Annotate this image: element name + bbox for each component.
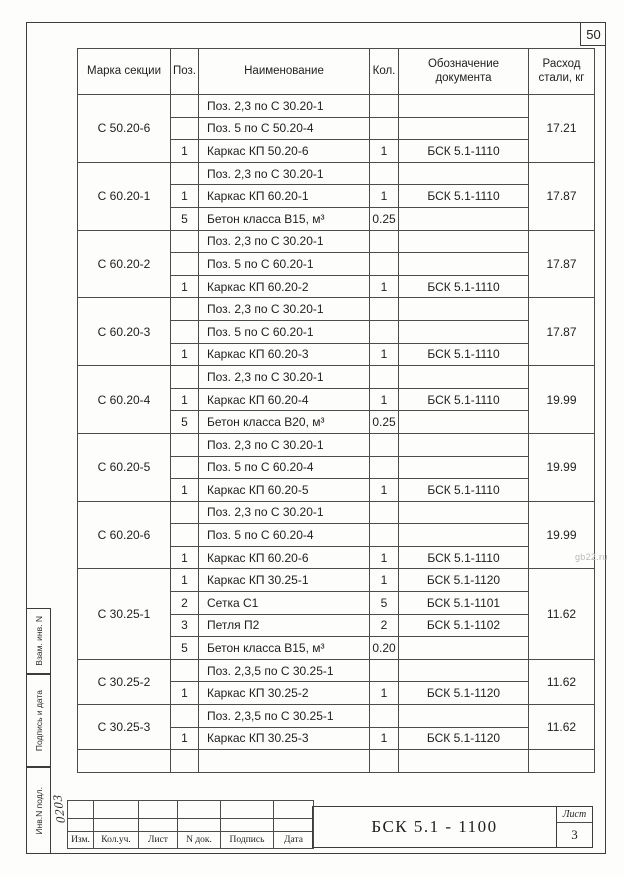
item-name-cell xyxy=(199,750,370,773)
item-name-cell: Поз. 5 по С 60.20-1 xyxy=(199,320,370,343)
document-ref-cell xyxy=(399,207,529,230)
document-ref-cell xyxy=(399,320,529,343)
position-cell: 5 xyxy=(171,637,199,660)
quantity-cell xyxy=(370,253,399,276)
position-cell: 3 xyxy=(171,614,199,637)
document-ref-cell: БСК 5.1-1101 xyxy=(399,592,529,615)
document-ref-cell: БСК 5.1-1110 xyxy=(399,479,529,502)
document-ref-cell xyxy=(399,433,529,456)
spec-row xyxy=(78,230,595,253)
position-cell: 1 xyxy=(171,275,199,298)
spec-row xyxy=(78,366,595,389)
revision-label-data: Дата xyxy=(274,832,314,849)
section-mark-cell: С 60.20-6 xyxy=(78,501,171,569)
revision-label-ndok: N док. xyxy=(178,832,221,849)
spec-row xyxy=(78,162,595,185)
position-cell xyxy=(171,253,199,276)
position-cell: 1 xyxy=(171,682,199,705)
section-mark-cell: С 30.25-3 xyxy=(78,705,171,750)
section-mark-cell: С 60.20-4 xyxy=(78,366,171,434)
quantity-cell: 1 xyxy=(370,479,399,502)
sheet-label: Лист xyxy=(557,807,592,823)
item-name-cell: Поз. 2,3 по С 30.20-1 xyxy=(199,95,370,118)
document-ref-cell: БСК 5.1-1110 xyxy=(399,388,529,411)
revision-cell xyxy=(221,801,274,819)
steel-consumption-cell: 19.99 xyxy=(529,366,595,434)
revision-label-row xyxy=(68,832,314,849)
position-cell: 1 xyxy=(171,140,199,163)
quantity-cell: 1 xyxy=(370,343,399,366)
revision-cell xyxy=(94,801,139,819)
document-ref-cell xyxy=(399,366,529,389)
spec-row xyxy=(78,501,595,524)
header-qty: Кол. xyxy=(370,49,399,95)
position-cell xyxy=(171,705,199,728)
document-ref-cell: БСК 5.1-1110 xyxy=(399,140,529,163)
quantity-cell: 1 xyxy=(370,140,399,163)
header-name: Наименование xyxy=(199,49,370,95)
quantity-cell: 1 xyxy=(370,185,399,208)
revision-grid xyxy=(67,800,314,849)
document-ref-cell: БСК 5.1-1110 xyxy=(399,185,529,208)
quantity-cell xyxy=(370,750,399,773)
item-name-cell: Каркас КП 60.20-1 xyxy=(199,185,370,208)
position-cell: 1 xyxy=(171,185,199,208)
quantity-cell xyxy=(370,95,399,118)
document-ref-cell xyxy=(399,298,529,321)
document-ref-cell xyxy=(399,411,529,434)
spec-row xyxy=(78,298,595,321)
watermark-text: gb22.ru xyxy=(575,552,608,562)
quantity-cell: 0.20 xyxy=(370,637,399,660)
document-number-box xyxy=(312,806,557,848)
section-mark-cell: С 60.20-1 xyxy=(78,162,171,230)
revision-row-empty xyxy=(68,801,314,819)
document-ref-cell: БСК 5.1-1110 xyxy=(399,275,529,298)
section-mark-cell xyxy=(78,750,171,773)
steel-consumption-cell: 19.99 xyxy=(529,433,595,501)
item-name-cell: Сетка С1 xyxy=(199,592,370,615)
quantity-cell: 0.25 xyxy=(370,411,399,434)
document-ref-cell: БСК 5.1-1120 xyxy=(399,727,529,750)
item-name-cell: Поз. 5 по С 60.20-4 xyxy=(199,456,370,479)
quantity-cell: 5 xyxy=(370,592,399,615)
item-name-cell: Бетон класса В20, м³ xyxy=(199,411,370,434)
position-cell: 1 xyxy=(171,546,199,569)
quantity-cell xyxy=(370,705,399,728)
revision-cell xyxy=(68,819,94,832)
item-name-cell: Поз. 5 по С 60.20-4 xyxy=(199,524,370,547)
steel-consumption-cell: 17.87 xyxy=(529,298,595,366)
item-name-cell: Поз. 2,3 по С 30.20-1 xyxy=(199,366,370,389)
document-ref-cell xyxy=(399,230,529,253)
item-name-cell: Поз. 2,3,5 по С 30.25-1 xyxy=(199,659,370,682)
quantity-cell: 2 xyxy=(370,614,399,637)
item-name-cell: Каркас КП 50.20-6 xyxy=(199,140,370,163)
revision-label-koluch: Кол.уч. xyxy=(94,832,139,849)
quantity-cell xyxy=(370,230,399,253)
item-name-cell: Поз. 2,3,5 по С 30.25-1 xyxy=(199,705,370,728)
position-cell: 1 xyxy=(171,388,199,411)
stamp-vzam-inv-label: Взам. инв. N xyxy=(33,616,44,666)
section-mark-cell: С 50.20-6 xyxy=(78,95,171,163)
quantity-cell xyxy=(370,298,399,321)
spec-row xyxy=(78,95,595,118)
header-steel: Расход стали, кг xyxy=(529,49,595,95)
document-ref-cell xyxy=(399,750,529,773)
section-mark-cell: С 30.25-2 xyxy=(78,659,171,704)
quantity-cell: 1 xyxy=(370,546,399,569)
quantity-cell: 1 xyxy=(370,275,399,298)
revision-cell xyxy=(139,819,178,832)
position-cell: 1 xyxy=(171,727,199,750)
item-name-cell: Поз. 2,3 по С 30.20-1 xyxy=(199,162,370,185)
item-name-cell: Каркас КП 60.20-3 xyxy=(199,343,370,366)
position-cell: 1 xyxy=(171,343,199,366)
item-name-cell: Петля П2 xyxy=(199,614,370,637)
inventory-number-handwritten: 0203 xyxy=(49,793,68,823)
document-ref-cell xyxy=(399,162,529,185)
revision-cell xyxy=(68,801,94,819)
steel-consumption-cell: 17.87 xyxy=(529,162,595,230)
spec-row xyxy=(78,569,595,592)
revision-cell xyxy=(274,819,314,832)
document-ref-cell xyxy=(399,501,529,524)
steel-consumption-cell: 17.21 xyxy=(529,95,595,163)
item-name-cell: Каркас КП 60.20-5 xyxy=(199,479,370,502)
position-cell xyxy=(171,659,199,682)
quantity-cell xyxy=(370,659,399,682)
document-ref-cell xyxy=(399,456,529,479)
spec-row xyxy=(78,705,595,728)
header-mark: Марка секции xyxy=(78,49,171,95)
item-name-cell: Каркас КП 60.20-6 xyxy=(199,546,370,569)
steel-consumption-cell: 17.87 xyxy=(529,230,595,298)
position-cell: 1 xyxy=(171,479,199,502)
revision-label-izm: Изм. xyxy=(68,832,94,849)
item-name-cell: Каркас КП 30.25-3 xyxy=(199,727,370,750)
document-ref-cell xyxy=(399,117,529,140)
stamp-podpis-i-data-label: Подпись и дата xyxy=(33,689,44,752)
position-cell xyxy=(171,456,199,479)
quantity-cell: 0.25 xyxy=(370,207,399,230)
position-cell xyxy=(171,95,199,118)
position-cell xyxy=(171,524,199,547)
quantity-cell xyxy=(370,501,399,524)
stamp-inv-podl xyxy=(26,767,51,854)
section-mark-cell: С 60.20-2 xyxy=(78,230,171,298)
quantity-cell: 1 xyxy=(370,682,399,705)
item-name-cell: Поз. 2,3 по С 30.20-1 xyxy=(199,230,370,253)
document-ref-cell xyxy=(399,524,529,547)
quantity-cell xyxy=(370,433,399,456)
document-ref-cell xyxy=(399,705,529,728)
item-name-cell: Поз. 5 по С 60.20-1 xyxy=(199,253,370,276)
header-pos: Поз. xyxy=(171,49,199,95)
quantity-cell xyxy=(370,320,399,343)
position-cell xyxy=(171,750,199,773)
quantity-cell: 1 xyxy=(370,388,399,411)
position-cell xyxy=(171,320,199,343)
document-ref-cell xyxy=(399,253,529,276)
position-cell: 2 xyxy=(171,592,199,615)
document-ref-cell xyxy=(399,659,529,682)
revision-cell xyxy=(139,801,178,819)
spec-row xyxy=(78,750,595,773)
position-cell: 1 xyxy=(171,569,199,592)
document-ref-cell: БСК 5.1-1120 xyxy=(399,569,529,592)
item-name-cell: Каркас КП 30.25-2 xyxy=(199,682,370,705)
header-row xyxy=(78,49,595,95)
item-name-cell: Поз. 2,3 по С 30.20-1 xyxy=(199,501,370,524)
position-cell xyxy=(171,298,199,321)
stamp-podpis-i-data xyxy=(26,674,51,767)
item-name-cell: Каркас КП 60.20-2 xyxy=(199,275,370,298)
page-number-box xyxy=(580,23,606,46)
section-mark-cell: С 30.25-1 xyxy=(78,569,171,659)
position-cell xyxy=(171,162,199,185)
quantity-cell xyxy=(370,366,399,389)
stamp-vzam-inv xyxy=(26,608,51,674)
steel-consumption-cell: 11.62 xyxy=(529,705,595,750)
quantity-cell: 1 xyxy=(370,727,399,750)
quantity-cell xyxy=(370,162,399,185)
page-number: 50 xyxy=(586,26,601,42)
revision-cell xyxy=(274,801,314,819)
section-mark-cell: С 60.20-5 xyxy=(78,433,171,501)
item-name-cell: Каркас КП 30.25-1 xyxy=(199,569,370,592)
position-cell xyxy=(171,366,199,389)
revision-label-list: Лист xyxy=(139,832,178,849)
section-mark-cell: С 60.20-3 xyxy=(78,298,171,366)
item-name-cell: Бетон класса В15, м³ xyxy=(199,207,370,230)
spec-row xyxy=(78,659,595,682)
document-ref-cell xyxy=(399,95,529,118)
sheet-number-box xyxy=(556,806,593,848)
steel-consumption-cell: 19.99 xyxy=(529,501,595,569)
item-name-cell: Поз. 2,3 по С 30.20-1 xyxy=(199,433,370,456)
document-ref-cell: БСК 5.1-1110 xyxy=(399,546,529,569)
sheet-number: 3 xyxy=(571,827,578,842)
position-cell: 5 xyxy=(171,411,199,434)
stamp-inv-podl-label: Инв.N подл. xyxy=(33,786,44,835)
position-cell: 5 xyxy=(171,207,199,230)
document-ref-cell: БСК 5.1-1110 xyxy=(399,343,529,366)
document-ref-cell: БСК 5.1-1120 xyxy=(399,682,529,705)
revision-row-empty xyxy=(68,819,314,832)
revision-cell xyxy=(178,801,221,819)
item-name-cell: Бетон класса В15, м³ xyxy=(199,637,370,660)
spec-row xyxy=(78,433,595,456)
position-cell xyxy=(171,433,199,456)
quantity-cell xyxy=(370,524,399,547)
revision-cell xyxy=(178,819,221,832)
revision-cell xyxy=(94,819,139,832)
document-ref-cell xyxy=(399,637,529,660)
steel-consumption-cell: 11.62 xyxy=(529,569,595,659)
quantity-cell xyxy=(370,117,399,140)
position-cell xyxy=(171,117,199,140)
item-name-cell: Каркас КП 60.20-4 xyxy=(199,388,370,411)
document-number: БСК 5.1 - 1100 xyxy=(371,817,498,836)
item-name-cell: Поз. 2,3 по С 30.20-1 xyxy=(199,298,370,321)
quantity-cell: 1 xyxy=(370,569,399,592)
item-name-cell: Поз. 5 по С 50.20-4 xyxy=(199,117,370,140)
specification-table xyxy=(77,48,595,773)
steel-consumption-cell xyxy=(529,750,595,773)
revision-label-podpis: Подпись xyxy=(221,832,274,849)
header-doc: Обозначение документа xyxy=(399,49,529,95)
position-cell xyxy=(171,501,199,524)
document-ref-cell: БСК 5.1-1102 xyxy=(399,614,529,637)
position-cell xyxy=(171,230,199,253)
quantity-cell xyxy=(370,456,399,479)
revision-cell xyxy=(221,819,274,832)
steel-consumption-cell: 11.62 xyxy=(529,659,595,704)
